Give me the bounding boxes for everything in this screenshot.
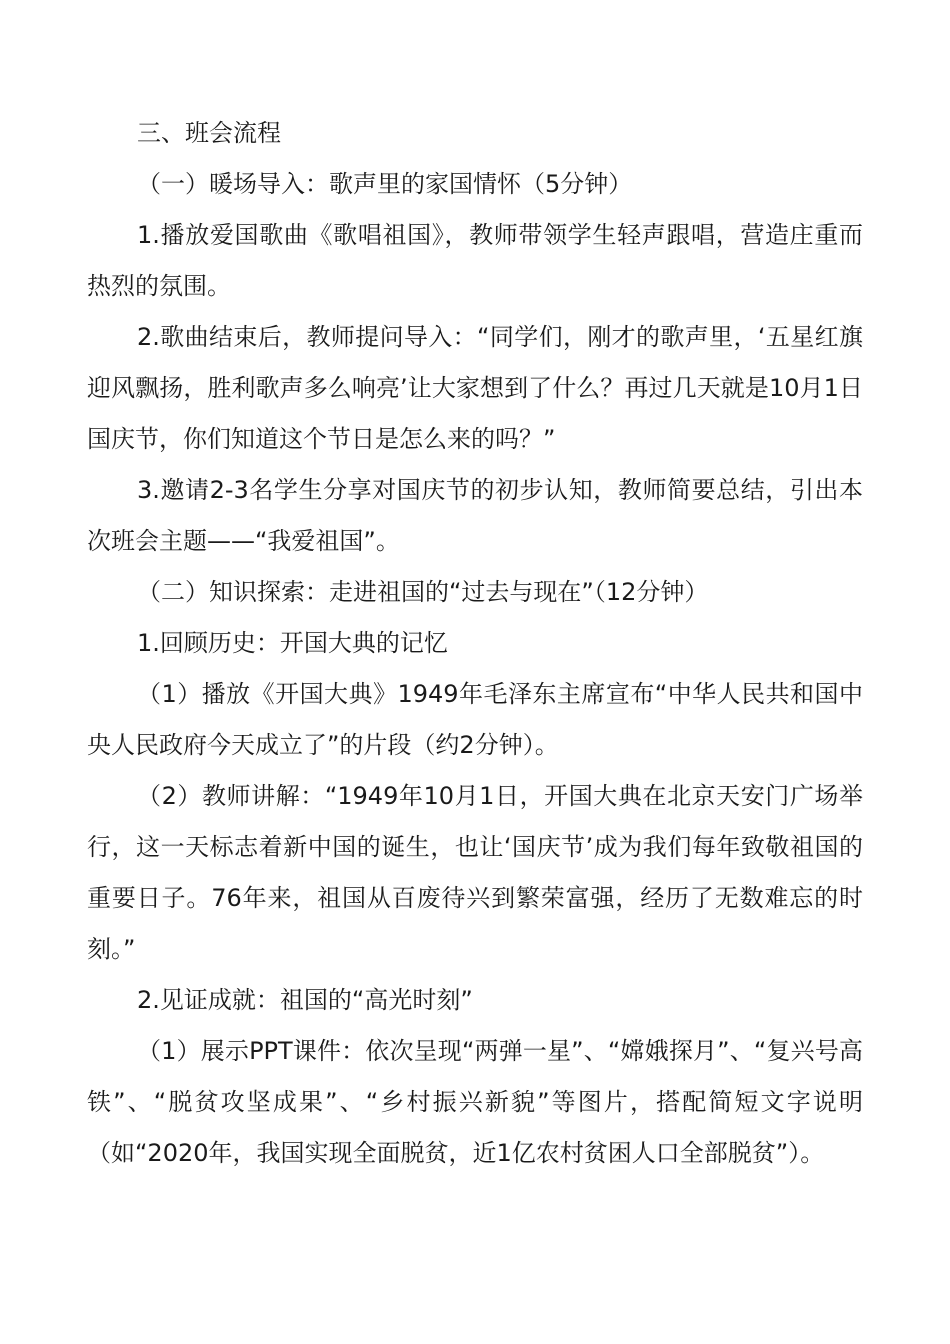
- paragraph-play-song: 1.播放爱国歌曲《歌唱祖国》，教师带领学生轻声跟唱，营造庄重而热烈的氛围。: [87, 221, 863, 300]
- item-show-ppt: （1）展示PPT课件：依次呈现“两弹一星”、“嫦娥探月”、“复兴号高铁”、“脱贫攻坚成果”、“乡村振兴新貌”等图片，搭配简短文字说明（如“2020年，我国实现全面脱贫，近1亿农村贫困人口全部脱贫”）。: [87, 1037, 863, 1167]
- subsection-heading-exploration: （二）知识探索：走进祖国的“过去与现在”（12分钟）: [137, 578, 709, 606]
- paragraph-teacher-question: 2.歌曲结束后，教师提问导入：“同学们，刚才的歌声里，‘五星红旗迎风飘扬，胜利歌声多么响亮’让大家想到了什么？再过几天就是10月1日国庆节，你们知道这个节日是怎么来的吗？”: [87, 323, 863, 453]
- item-teacher-explanation: （2）教师讲解：“1949年10月1日，开国大典在北京天安门广场举行，这一天标志着新中国的诞生，也让‘国庆节’成为我们每年致敬祖国的重要日子。76年来，祖国从百废待兴到繁荣富强，经历了无数难忘的时刻。”: [87, 782, 863, 963]
- paragraph-student-share: 3.邀请2-3名学生分享对国庆节的初步认知，教师简要总结，引出本次班会主题——“我爱祖国”。: [87, 476, 863, 555]
- section-heading: 三、班会流程: [137, 119, 281, 147]
- item-review-history: 1.回顾历史：开国大典的记忆: [137, 629, 448, 657]
- subsection-heading-warmup: （一）暖场导入：歌声里的家国情怀（5分钟）: [137, 170, 633, 198]
- document-body: [87, 108, 863, 1179]
- item-witness-achievements: 2.见证成就：祖国的“高光时刻”: [137, 986, 473, 1014]
- item-play-ceremony-clip: （1）播放《开国大典》1949年毛泽东主席宣布“中华人民共和国中央人民政府今天成立了”的片段（约2分钟）。: [87, 680, 863, 759]
